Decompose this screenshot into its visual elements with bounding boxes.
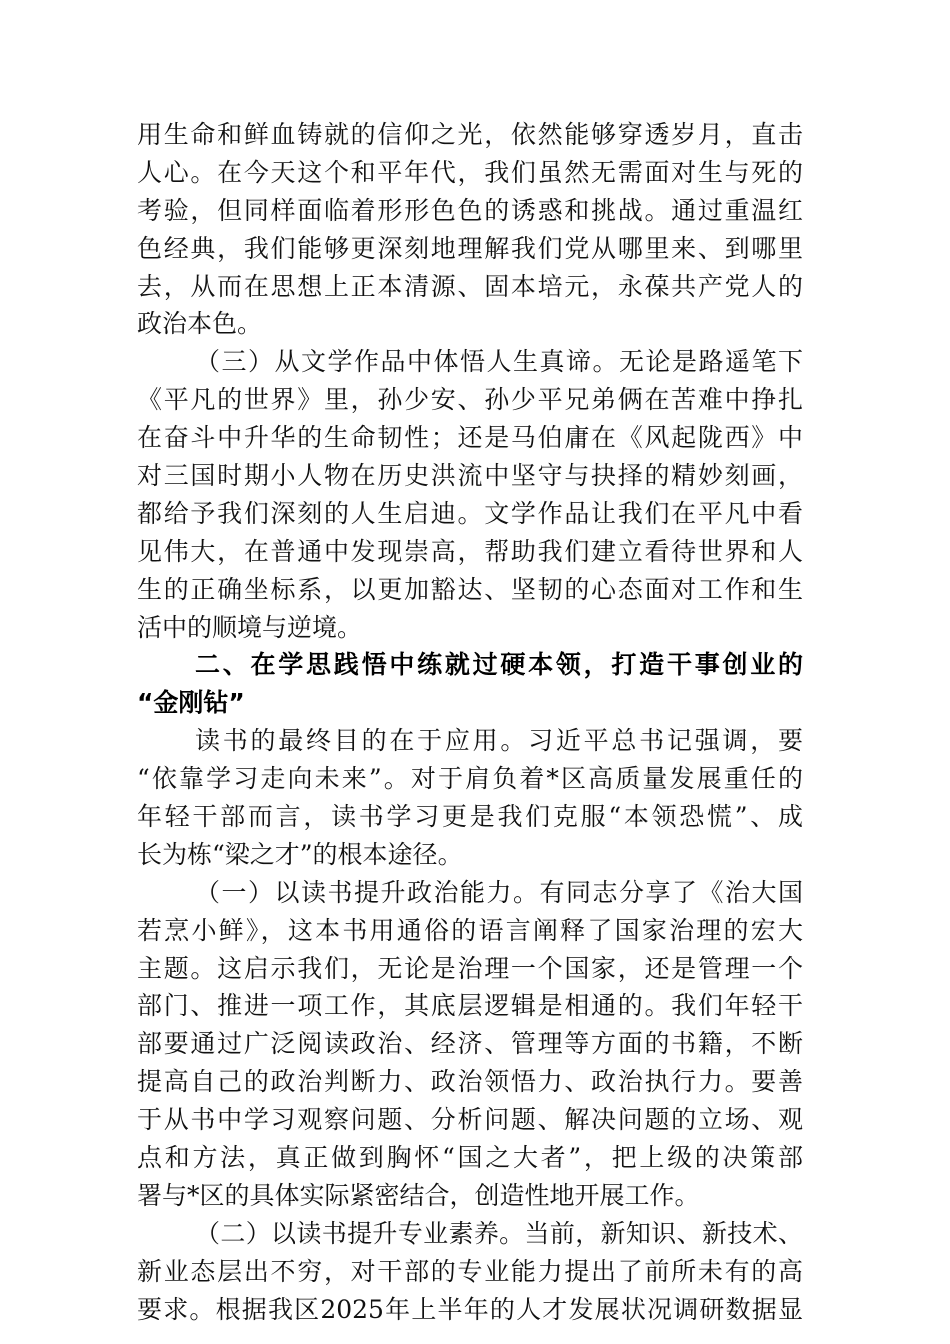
- text-line: 《平凡的世界》里，孙少安、孙少平兄弟俩在苦难中挣扎: [137, 385, 803, 415]
- text-line: 年轻干部而言，读书学习更是我们克服“本领恐慌”、成: [137, 802, 803, 832]
- heading-line: “金刚钻”: [137, 688, 245, 718]
- text-line: 人心。在今天这个和平年代，我们虽然无需面对生与死的: [137, 157, 803, 187]
- text-line: 去，从而在思想上正本清源、固本培元，永葆共产党人的: [137, 271, 803, 301]
- paragraph-political-ability: [137, 874, 803, 1215]
- text-line: 主题。这启示我们，无论是治理一个国家，还是管理一个: [137, 953, 803, 983]
- text-line: 对三国时期小人物在历史洪流中坚守与抉择的精妙刻画，: [137, 461, 803, 491]
- text-line: 都给予我们深刻的人生启迪。文学作品让我们在平凡中看: [137, 498, 803, 528]
- text-line: 生的正确坐标系，以更加豁达、坚韧的心态面对工作和生: [137, 574, 803, 604]
- text-line: 色经典，我们能够更深刻地理解我们党从哪里来、到哪里: [137, 233, 803, 263]
- text-line: 提高自己的政治判断力、政治领悟力、政治执行力。要善: [137, 1067, 803, 1097]
- text-line: 用生命和鲜血铸就的信仰之光，依然能够穿透岁月，直击: [137, 120, 803, 149]
- text-line: 考验，但同样面临着形形色色的诱惑和挑战。通过重温红: [137, 195, 803, 225]
- text-line: 长为栋“梁之才”的根本途径。: [137, 839, 463, 869]
- text-line: 政治本色。: [137, 309, 263, 339]
- text-line: 活中的顺境与逆境。: [137, 612, 363, 642]
- paragraph-red-classics: [137, 116, 803, 343]
- text-line: 于从书中学习观察问题、分析问题、解决问题的立场、观: [137, 1105, 803, 1135]
- heading-line: 二、在学思践悟中练就过硬本领，打造干事创业的: [195, 650, 803, 680]
- text-line: 要求。根据我区2025年上半年的人才发展状况调研数据显: [137, 1294, 803, 1324]
- text-line: 见伟大，在普通中发现崇高，帮助我们建立看待世界和人: [137, 536, 803, 566]
- paragraph-intro: [137, 722, 803, 874]
- document-page: [137, 116, 803, 1329]
- text-line: 署与*区的具体实际紧密结合，创造性地开展工作。: [137, 1180, 700, 1210]
- section-heading: [137, 646, 803, 722]
- text-line: 新业态层出不穷，对干部的专业能力提出了前所未有的高: [137, 1256, 803, 1286]
- text-line: 点和方法，真正做到胸怀“国之大者”，把上级的决策部: [137, 1143, 803, 1173]
- text-line: 在奋斗中升华的生命韧性；还是马伯庸在《风起陇西》中: [137, 423, 803, 453]
- text-line: 部要通过广泛阅读政治、经济、管理等方面的书籍，不断: [137, 1029, 803, 1059]
- paragraph-literature: [137, 343, 803, 646]
- paragraph-professional-quality: [137, 1215, 803, 1329]
- text-line: （二）以读书提升专业素养。当前，新知识、新技术、: [195, 1218, 803, 1248]
- text-line: 若烹小鲜》，这本书用通俗的语言阐释了国家治理的宏大: [137, 915, 803, 945]
- text-line: （三）从文学作品中体悟人生真谛。无论是路遥笔下: [195, 347, 803, 377]
- text-line: 读书的最终目的在于应用。习近平总书记强调，要: [195, 726, 803, 756]
- text-line: （一）以读书提升政治能力。有同志分享了《治大国: [195, 877, 803, 907]
- text-line: 部门、推进一项工作，其底层逻辑是相通的。我们年轻干: [137, 991, 803, 1021]
- text-line: “依靠学习走向未来”。对于肩负着*区高质量发展重任的: [137, 764, 803, 794]
